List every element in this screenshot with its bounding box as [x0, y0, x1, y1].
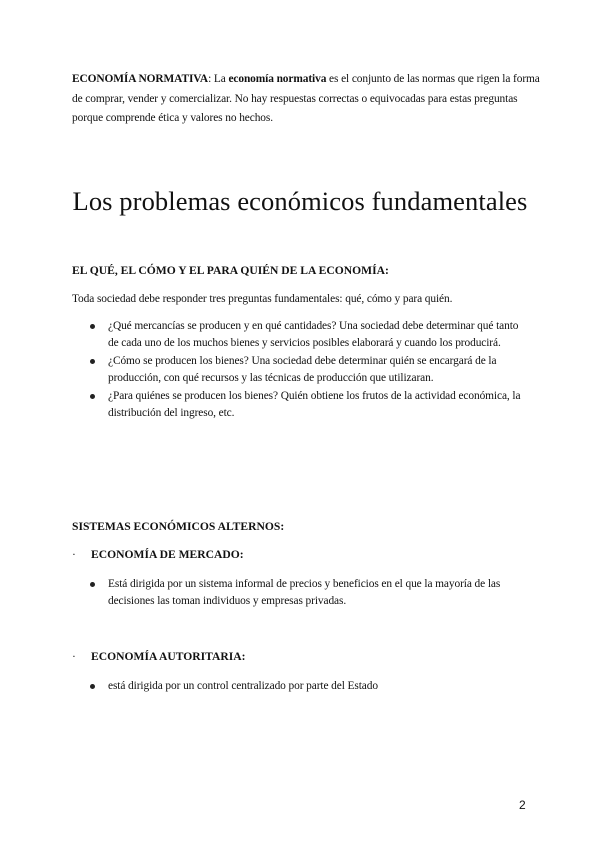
list-item-text: Está dirigida por un sistema informal de precios y beneficios en el que la mayoría de las decisiones las toman individuos y empresas privadas.	[108, 578, 501, 608]
bullet-icon	[90, 394, 95, 399]
mercado-label: ECONOMÍA DE MERCADO:	[91, 548, 244, 561]
section1-paragraph: Toda sociedad debe responder tres preguntas fundamentales: qué, cómo y para quién.	[72, 293, 453, 305]
intro-term: ECONOMÍA NORMATIVA	[72, 73, 209, 85]
list-item-text: ¿Para quiénes se producen los bienes? Quién obtiene los frutos de la actividad económica, la distribución del ingreso, etc.	[108, 389, 521, 420]
section1-bullet-list	[90, 318, 530, 422]
subheading-marker: ·	[72, 650, 76, 663]
section2-heading: SISTEMAS ECONÓMICOS ALTERNOS:	[72, 520, 285, 533]
list-item	[90, 678, 530, 695]
bullet-icon	[90, 359, 95, 364]
autoritaria-subheading	[72, 650, 246, 663]
bullet-icon	[90, 324, 95, 329]
intro-paragraph	[72, 70, 542, 129]
bullet-icon	[90, 582, 95, 587]
subheading-marker: ·	[72, 548, 76, 561]
list-item-text: ¿Cómo se producen los bienes? Una sociedad debe determinar quién se encargará de la producción, con qué recursos y las técnicas de producción que utilizaran.	[108, 354, 497, 385]
mercado-bullet-list	[90, 576, 530, 611]
bullet-icon	[90, 684, 95, 689]
list-item-text: está dirigida por un control centralizado por parte del Estado	[108, 680, 378, 692]
intro-separator: : La	[208, 73, 229, 85]
intro-text: es el conjunto de las normas que rigen la forma de comprar, vender y comercializar. No hay respuestas correctas o equivocadas para estas preguntas porque comprende ética y valores no hechos.	[72, 73, 540, 124]
autoritaria-label: ECONOMÍA AUTORITARIA:	[91, 650, 246, 663]
list-item-text: ¿Qué mercancías se producen y en qué cantidades? Una sociedad debe determinar qué tanto de cada uno de los muchos bienes y servicios posibles elaborará y cuando los producirá.	[108, 320, 519, 350]
list-item	[90, 388, 530, 423]
mercado-subheading	[72, 548, 244, 561]
list-item	[90, 576, 530, 611]
list-item	[90, 318, 530, 353]
page-title: Los problemas económicos fundamentales	[72, 186, 528, 216]
intro-bold-term: economía normativa	[228, 73, 327, 85]
section1-heading: EL QUÉ, EL CÓMO Y EL PARA QUIÉN DE LA ECONOMÍA:	[72, 264, 389, 277]
page-number: 2	[519, 798, 526, 812]
autoritaria-bullet-list	[90, 678, 530, 695]
list-item	[90, 353, 530, 388]
